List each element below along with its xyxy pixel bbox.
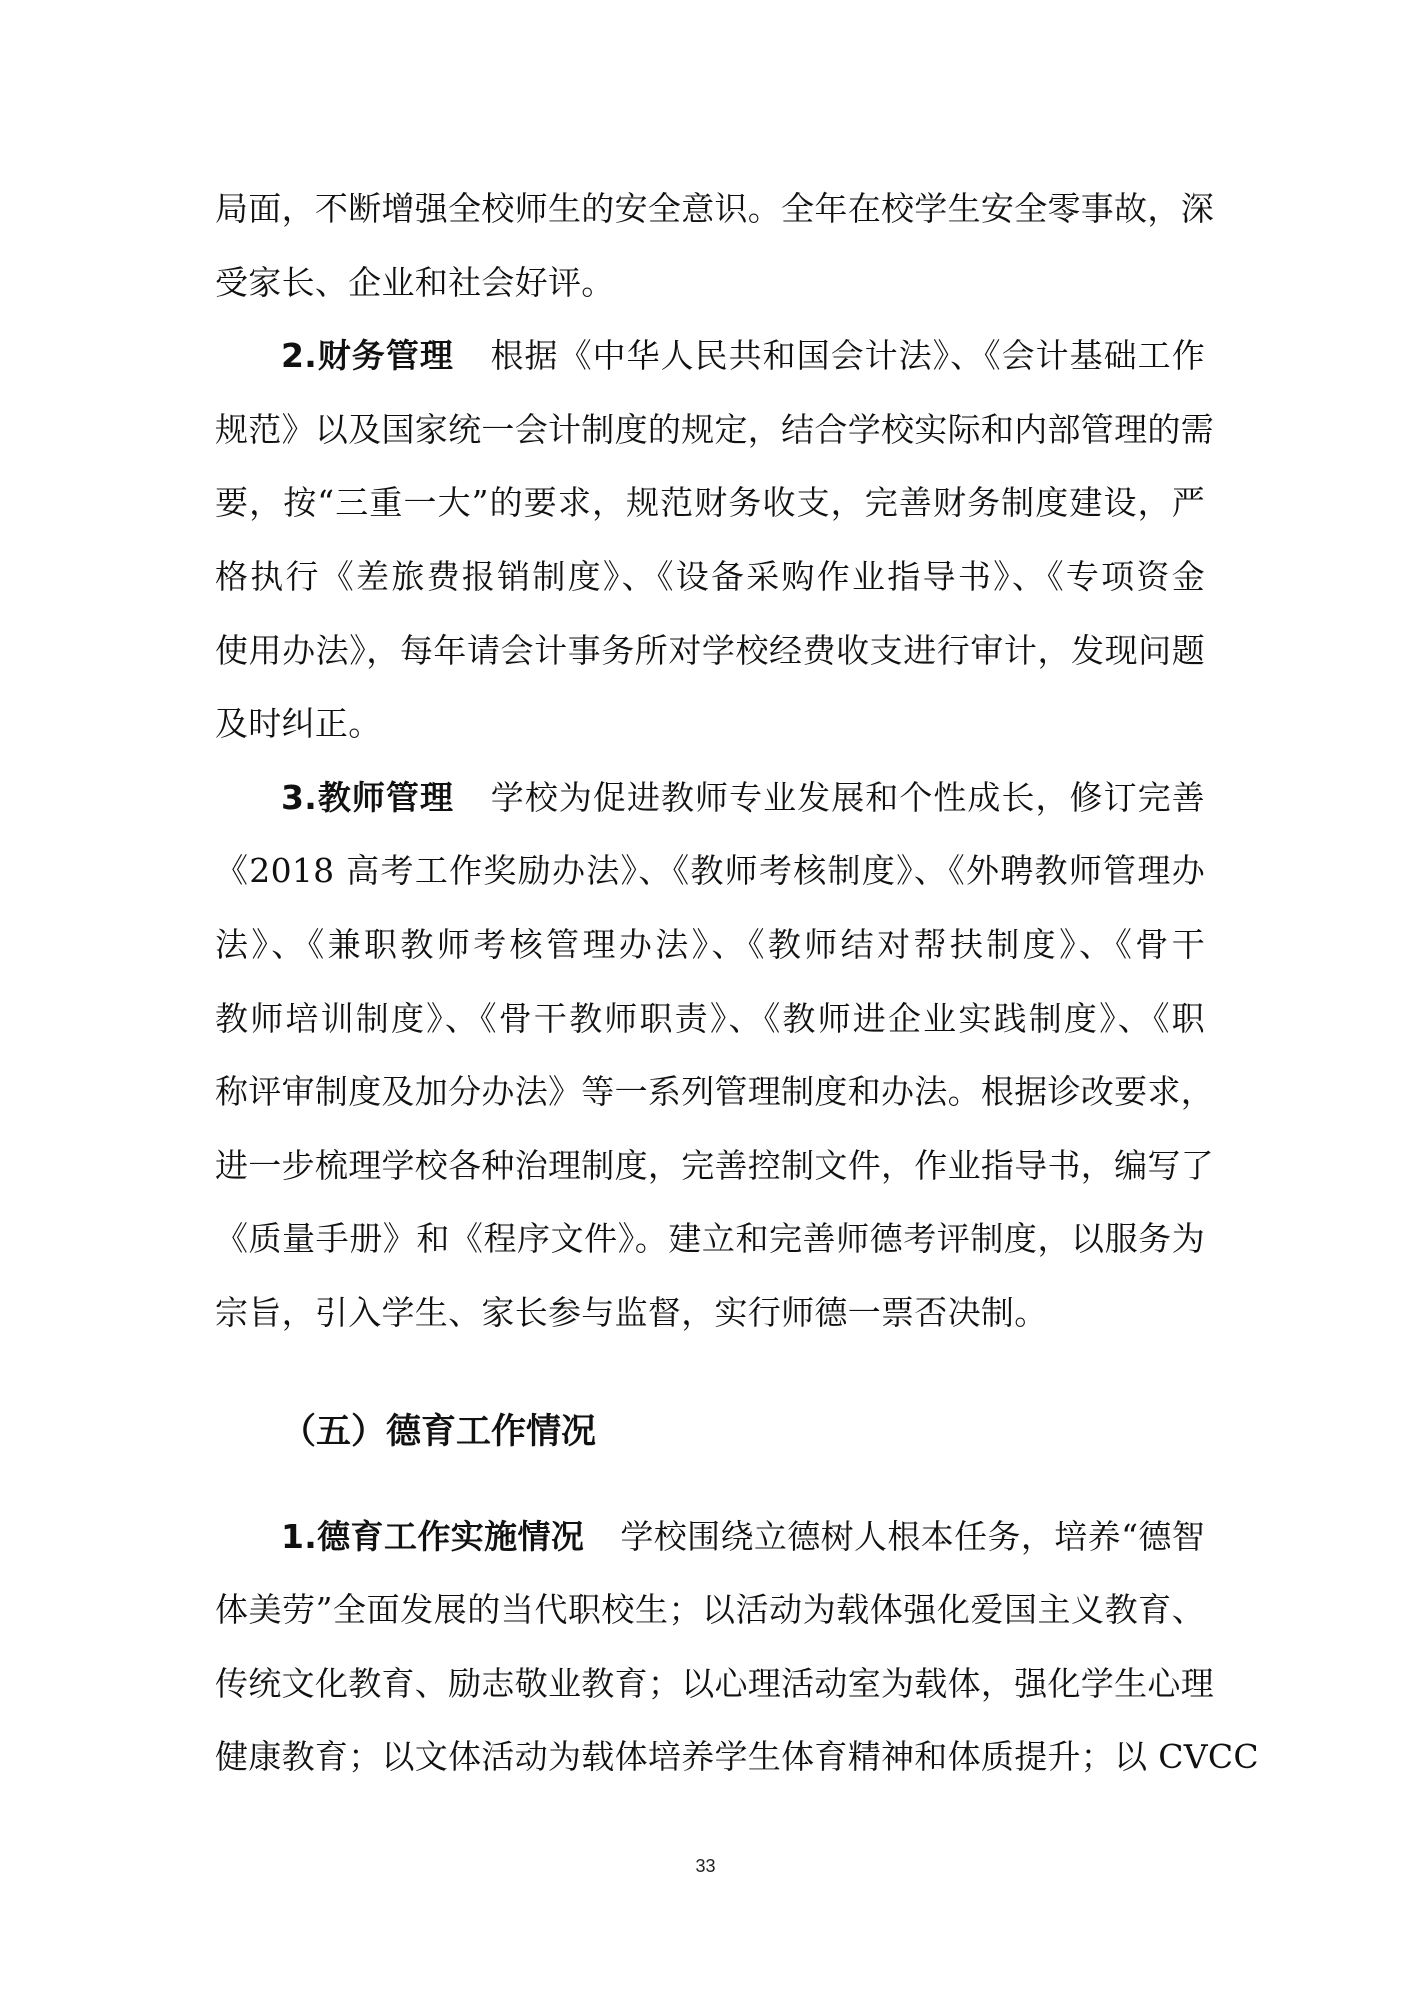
spacer — [215, 1350, 1205, 1392]
teacher-paragraph-first-line — [215, 761, 1205, 835]
text-line: 要，按“三重一大”的要求，规范财务收支，完善财务制度建设，严 — [215, 483, 1205, 523]
text-line: 受家长、企业和社会好评。 — [215, 262, 615, 302]
text-line: 使用办法》，每年请会计事务所对学校经费收支进行审计，发现问题 — [215, 630, 1205, 670]
text-line: 健康教育；以文体活动为载体培养学生体育精神和体质提升；以 CVCC — [215, 1737, 1259, 1777]
finance-line-text: 根据《中华人民共和国会计法》、《会计基础工作 — [489, 336, 1205, 376]
page-number: 33 — [695, 1856, 716, 1876]
text-line: 格执行《差旅费报销制度》、《设备采购作业指导书》、《专项资金 — [215, 556, 1205, 596]
section-heading: （五）德育工作情况 — [281, 1411, 597, 1452]
text-line: 体美劳”全面发展的当代职校生；以活动为载体强化爱国主义教育、 — [215, 1590, 1205, 1630]
teacher-line-text: 学校为促进教师专业发展和个性成长，修订完善 — [490, 777, 1205, 817]
text-line: 《2018 高考工作奖励办法》、《教师考核制度》、《外聘教师管理办 — [215, 851, 1205, 891]
finance-paragraph-first-line — [215, 319, 1205, 393]
moral-paragraph-first-line — [215, 1500, 1205, 1574]
text-line: 教师培训制度》、《骨干教师职责》、《教师进企业实践制度》、《职 — [215, 998, 1205, 1038]
moral-line-text: 学校围绕立德树人根本任务，培养“德智 — [620, 1516, 1205, 1556]
text-line: 及时纠正。 — [215, 704, 382, 744]
text-line: 《质量手册》和《程序文件》。建立和完善师德考评制度，以服务为 — [215, 1219, 1205, 1259]
page-body — [215, 172, 1259, 1794]
moral-title: 1.德育工作实施情况 — [281, 1516, 585, 1556]
text-line: 进一步梳理学校各种治理制度，完善控制文件，作业指导书，编写了 — [215, 1145, 1214, 1185]
text-line: 规范》以及国家统一会计制度的规定，结合学校实际和内部管理的需 — [215, 409, 1214, 449]
text-line: 传统文化教育、励志敬业教育；以心理活动室为载体，强化学生心理 — [215, 1663, 1214, 1703]
text-line: 局面，不断增强全校师生的安全意识。全年在校学生安全零事故，深 — [215, 189, 1214, 228]
teacher-title: 3.教师管理 — [281, 777, 455, 817]
finance-title: 2.财务管理 — [281, 336, 454, 376]
text-line: 宗旨，引入学生、家长参与监督，实行师德一票否决制。 — [215, 1292, 1048, 1332]
text-line: 法》、《兼职教师考核管理办法》、《教师结对帮扶制度》、《骨干 — [215, 924, 1205, 964]
text-line: 称评审制度及加分办法》等一系列管理制度和办法。根据诊改要求， — [215, 1072, 1214, 1112]
